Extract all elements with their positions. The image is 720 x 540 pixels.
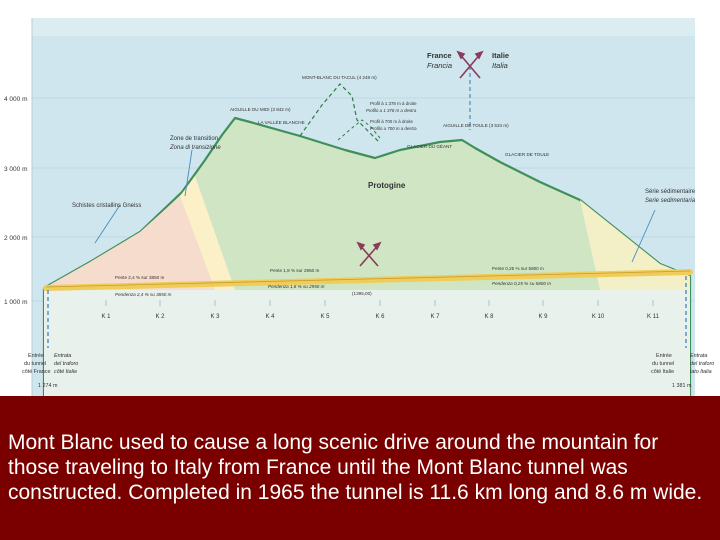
peak-label-aiguille-du-midi: AIGUILLE DU MIDI (3 842 m) <box>230 107 291 112</box>
italy-entrance-it-2: del traforo <box>690 361 715 367</box>
route-note-4: Profilo a 700 m a destra <box>370 126 417 131</box>
zone-label-sedimentary-fr: Série sédimentaire <box>645 189 696 195</box>
slope-label-right-fr: Pente 0,25 % sur 5800 m <box>492 266 544 271</box>
km-tick-1: K 1 <box>101 314 111 320</box>
km-tick-2: K 2 <box>155 314 165 320</box>
km-tick-7: K 7 <box>430 314 440 320</box>
france-entrance-fr-2: du tunnel <box>24 361 47 367</box>
france-entrance-fr-3: côté France <box>22 369 51 375</box>
km-tick-6: K 6 <box>375 314 385 320</box>
km-tick-8: K 8 <box>484 314 494 320</box>
altitude-tick-2000: 2 000 m <box>4 235 28 242</box>
peak-label-aiguille-de-toule: AIGUILLE DE TOULE (3 534 m) <box>443 123 509 128</box>
italy-entrance-it-1: Entrata <box>690 353 708 359</box>
zone-label-gneiss: Schistes cristallins Gneiss <box>72 203 142 209</box>
france-entrance-it-2: del traforo <box>54 361 79 367</box>
route-note-2: Profilo a 1 378 m a destra <box>366 108 417 113</box>
km-tick-11: K 11 <box>647 314 659 320</box>
france-entrance-altitude: 1 274 m <box>38 383 58 389</box>
km-tick-9: K 9 <box>538 314 548 320</box>
km-tick-4: K 4 <box>265 314 275 320</box>
france-entrance-it-1: Entrata <box>54 353 72 359</box>
italy-entrance-fr-1: Entrée <box>656 353 672 359</box>
slope-label-right-it: Pendenza 0,25 % su 5800 m <box>492 281 551 286</box>
italy-entrance-altitude: 1 381 m <box>672 383 692 389</box>
km-tick-3: K 3 <box>210 314 220 320</box>
border-label-italie: Italie <box>492 51 510 60</box>
france-entrance-fr-1: Entrée <box>28 353 44 359</box>
zone-label-transition-fr: Zone de transition <box>170 136 219 142</box>
france-entrance-it-3: côté Italie <box>54 369 78 375</box>
caption-text: Mont Blanc used to cause a long scenic drive around the mountain for those traveling to Italy from France until the Mont Blanc tunnel was constructed. Completed in 1965 the tunnel is 11.6 km long and 8.6 m wide. <box>8 431 703 504</box>
altitude-tick-3000: 3 000 m <box>4 166 28 173</box>
border-label-italia: Italia <box>492 61 508 70</box>
caption-band <box>0 396 720 540</box>
slope-label-left-fr: Pente 2,4 % sur 3850 m <box>115 275 165 280</box>
peak-label-vallee-blanche: LA VALLÉE BLANCHE <box>258 120 305 125</box>
zone-label-transition-it: Zona di transizione <box>170 145 221 151</box>
zone-label-protogine: Protogine <box>368 181 406 190</box>
italy-entrance-fr-2: du tunnel <box>652 361 675 367</box>
km-tick-10: K 10 <box>591 314 605 320</box>
border-label-france: France <box>427 51 452 60</box>
peak-label-glacier-du-geant: GLACIER DU GÉANT <box>407 144 453 149</box>
peak-label-glacier-de-toule: GLACIER DE TOULE <box>505 152 550 157</box>
tunnel-summit-point: (1395,00) <box>352 291 372 296</box>
peak-label-mont-blanc-du-tacul: MONT-BLANC DU TACUL (4 248 m) <box>302 75 377 80</box>
border-label-francia: Francia <box>427 61 453 70</box>
altitude-tick-4000: 4 000 m <box>4 96 28 103</box>
altitude-tick-1000: 1 000 m <box>4 299 28 306</box>
route-note-3: Profil à 700 m à droite <box>370 119 413 124</box>
slope-label-mid-fr: Pente 1,8 % sur 2950 m <box>270 268 320 273</box>
zone-label-sedimentary-it: Serie sedimentaria <box>645 198 696 204</box>
slope-label-mid-it: Pendenza 1,8 % su 2950 m <box>268 284 325 289</box>
italy-entrance-it-3: lato Italia <box>690 369 712 375</box>
slope-label-left-it: Pendenza 2,4 % su 3850 m <box>115 292 172 297</box>
italy-entrance-fr-3: côté Italie <box>651 369 675 375</box>
route-note-1: Profil à 1 378 m à droite <box>370 101 417 106</box>
km-tick-5: K 5 <box>320 314 330 320</box>
